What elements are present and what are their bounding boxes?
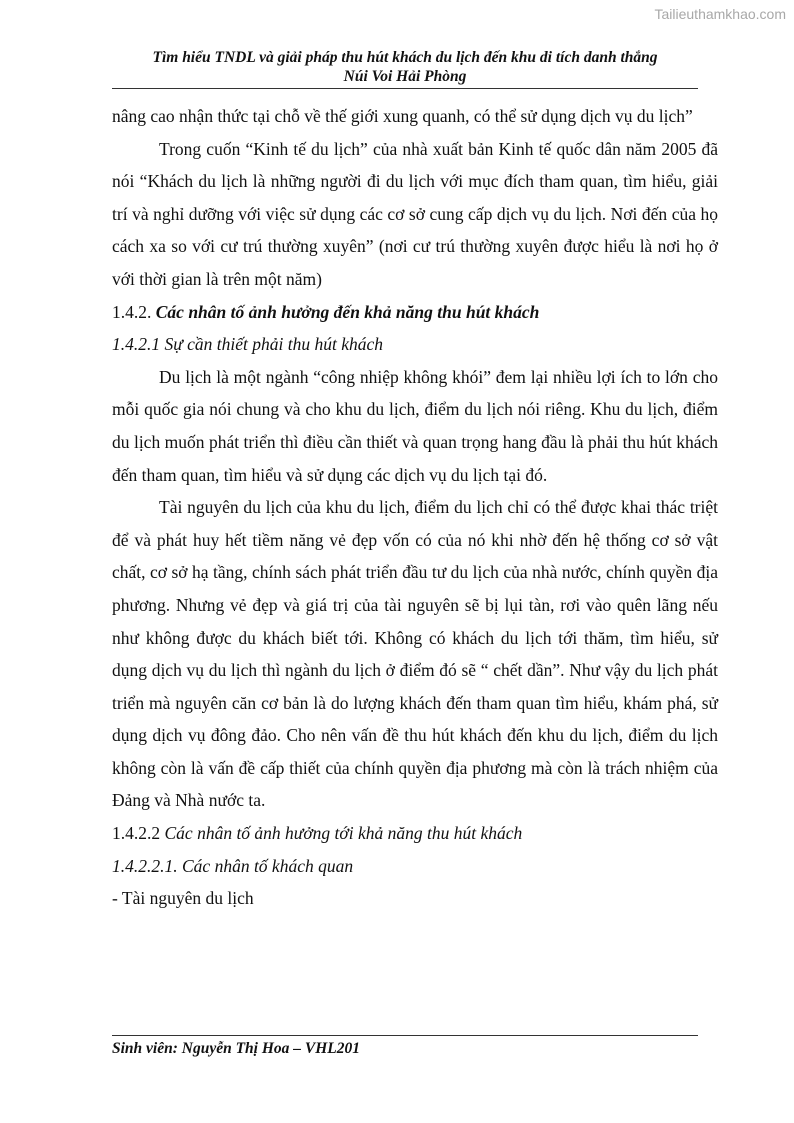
running-header — [112, 48, 698, 86]
paragraph-importance: Du lịch là một ngành “công nhiệp không khói” đem lại nhiều lợi ích to lớn cho mỗi quốc gia nói chung và cho khu du lịch, điểm du lịch nói riêng. Khu du lịch, điểm du lịch muốn phát triển thì điều cần thiết và quan trọng hang đầu là phải thu hút khách đến tham quan, tìm hiểu và sử dụng các dịch vụ du lịch tại đó. — [112, 366, 718, 485]
section-title: Các nhân tố ảnh hưởng đến khả năng thu hút khách — [155, 301, 540, 322]
header-line-1: Tìm hiểu TNDL và giải pháp thu hút khách du lịch đến khu di tích danh thắng — [152, 49, 658, 66]
subsubsection-heading-1-4-2-2-1: 1.4.2.2.1. Các nhân tố khách quan — [112, 855, 354, 876]
paragraph-continuation: nâng cao nhận thức tại chỗ về thế giới xung quanh, có thể sử dụng dịch vụ du lịch” — [112, 106, 693, 126]
subsection-heading-1-4-2-1: 1.4.2.1 Sự cần thiết phải thu hút khách — [112, 334, 384, 355]
list-item: - Tài nguyên du lịch — [112, 888, 254, 909]
watermark-text: Tailieuthamkhao.com — [654, 6, 786, 22]
subsection-number: 1.4.2.2 — [112, 823, 161, 844]
paragraph-resources: Tài nguyên du lịch của khu du lịch, điểm du lịch chỉ có thể được khai thác triệt để và phát huy hết tiềm năng vẻ đẹp vốn có của nó khi nhờ đến hệ thống cơ sở vật chất, cơ sở hạ tầng, chính sách phát triển đầu tư du lịch của nhà nước, chính quyền địa phương. Nhưng vẻ đẹp và giá trị của tài nguyên sẽ bị lụi tàn, rơi vào quên lãng nếu như không được du khách biết tới. Không có khách du lịch tới thăm, tìm hiểu, sử dụng dịch vụ du lịch thì ngành du lịch ở điểm đó sẽ “ chết dần”. Như vậy du lịch phát triển mà nguyên căn cơ bản là do lượng khách đến tham quan tìm hiểu, khám phá, sử dụng dịch vụ đông đảo. Cho nên vấn đề thu hút khách đến khu du lịch, điểm du lịch không còn là vấn đề cấp thiết của chính quyền địa phương mà còn là trách nhiệm của Đảng và Nhà nước ta. — [112, 497, 718, 811]
subsection-title: Các nhân tố ảnh hưởng tới khả năng thu hút khách — [164, 823, 523, 844]
subsection-heading-1-4-2-2 — [112, 817, 718, 850]
page-body — [112, 100, 718, 915]
header-line-2: Núi Voi Hải Phòng — [343, 68, 467, 85]
paragraph-definition: Trong cuốn “Kinh tế du lịch” của nhà xuất bản Kinh tế quốc dân năm 2005 đã nói “Khách du lịch là những người đi du lịch với mục đích tham quan, tìm hiểu, giải trí và nghỉ dưỡng với việc sử dụng các cơ sở cung cấp dịch vụ du lịch. Nơi đến của họ cách xa so với cư trú thường xuyên” (nơi cư trú thường xuyên được hiểu là nơi họ ở với thời gian là trên một năm) — [112, 138, 718, 289]
footer-divider — [112, 1035, 698, 1036]
section-heading-1-4-2 — [112, 296, 718, 329]
section-number: 1.4.2. — [112, 301, 152, 322]
header-divider — [112, 88, 698, 89]
running-footer: Sinh viên: Nguyễn Thị Hoa – VHL201 — [112, 1040, 361, 1057]
